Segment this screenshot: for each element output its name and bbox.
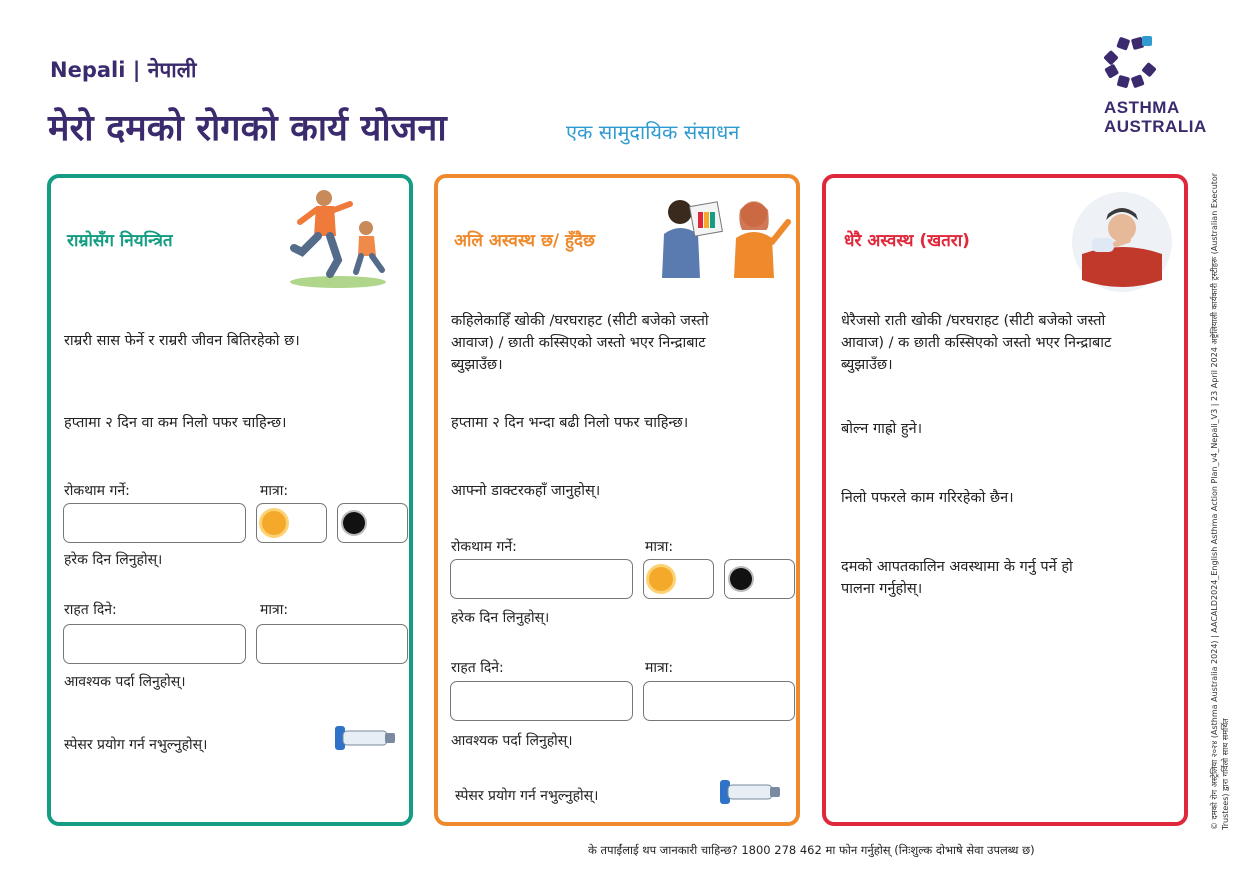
moon-icon — [343, 512, 365, 534]
red-text-3: निलो पफरले काम गरिरहेको छैन। — [841, 490, 1014, 506]
green-text-2: हप्तामा २ दिन वा कम निलो पफर चाहिन्छ। — [64, 415, 287, 431]
zone-card-very-unwell — [822, 174, 1188, 826]
green-reliever-dose-input[interactable] — [256, 624, 408, 664]
copyright-side-note — [1209, 173, 1231, 830]
orange-reliever-label: राहत दिने: — [451, 660, 504, 676]
green-preventer-note: हरेक दिन लिनुहोस्। — [64, 552, 163, 568]
green-reliever-label: राहत दिने: — [64, 602, 117, 618]
orange-dose-label: मात्रा: — [645, 539, 674, 555]
orange-reliever-note: आवश्यक पर्दा लिनुहोस्। — [451, 733, 573, 749]
orange-morning-dose-input[interactable] — [643, 559, 714, 599]
page-title: मेरो दमको रोगको कार्य योजना — [48, 108, 447, 149]
red-text-2: बोल्न गाह्रो हुने। — [841, 421, 923, 437]
red-text-4: दमको आपतकालिन अवस्थामा के गर्नु पर्ने हो पालना गर्नुहोस्। — [841, 559, 1073, 597]
spacer-inhaler-icon — [333, 720, 399, 756]
copyright-line-2: Trustees) द्वारा गर्विलो साथ समर्थित — [1221, 718, 1230, 830]
orange-night-dose-input[interactable] — [724, 559, 795, 599]
green-text-1: राम्ररी सास फेर्ने र राम्ररी जीवन बितिरहेको छ। — [64, 333, 300, 349]
orange-spacer-note: स्पेसर प्रयोग गर्न नभुल्नुहोस्। — [455, 788, 599, 804]
logo-line-1: ASTHMA — [1104, 98, 1180, 117]
orange-preventer-input[interactable] — [450, 559, 633, 599]
footer-help-line: के तपाईंलाई थप जानकारी चाहिन्छ? 1800 278 462 मा फोन गर्नुहोस् (निःशुल्क दोभाषे सेवा उपलब्ध छ) — [588, 843, 1035, 857]
asthma-australia-logo-icon — [1102, 34, 1162, 90]
moon-icon — [730, 568, 752, 590]
orange-reliever-input[interactable] — [450, 681, 633, 721]
logo-line-2: AUSTRALIA — [1104, 117, 1207, 136]
green-preventer-label: रोकथाम गर्ने: — [64, 483, 130, 499]
language-label: Nepali | नेपाली — [50, 58, 197, 82]
orange-preventer-note: हरेक दिन लिनुहोस्। — [451, 610, 550, 626]
running-kids-illustration — [286, 186, 396, 290]
orange-dose-label-2: मात्रा: — [645, 660, 674, 676]
green-reliever-note: आवश्यक पर्दा लिनुहोस्। — [64, 674, 186, 690]
zone-card-unwell — [434, 174, 800, 826]
zone-card-well-controlled — [47, 174, 413, 826]
zone-title-green: राम्रोसँग नियन्त्रित — [67, 231, 173, 251]
orange-text-2: हप्तामा २ दिन भन्दा बढी निलो पफर चाहिन्छ। — [451, 415, 689, 431]
orange-text-1: कहिलेकाहिँ खोकी /घरघराहट (सीटी बजेको जस्तो आवाज) / छाती कस्सिएको जस्तो भएर निन्द्राबाट ब्युझाउँछ। — [451, 313, 709, 373]
zone-title-orange: अलि अस्वस्थ छ/ हुँदैछ — [454, 231, 595, 251]
orange-text-3: आफ्नो डाक्टरकहाँ जानुहोस्। — [451, 483, 601, 499]
page-subtitle: एक सामुदायिक संसाधन — [566, 120, 740, 144]
sick-person-in-bed-illustration — [1070, 190, 1174, 294]
copyright-line-1: © दमको रोग अस्ट्रेलिया २०२४ (Asthma Australia 2024) | AACALD2024_English Asthma Action Plan_v4_Nepali_V3 | 23 April 2024 अष्ट्रेलियाली कार्यकारी ट्रस्टीहरू (Australian Executor — [1210, 172, 1219, 830]
green-spacer-note: स्पेसर प्रयोग गर्न नभुल्नुहोस्। — [64, 737, 208, 753]
green-dose-label-2: मात्रा: — [260, 602, 289, 618]
green-morning-dose-input[interactable] — [256, 503, 327, 543]
orange-reliever-dose-input[interactable] — [643, 681, 795, 721]
red-text-1: धेरैजसो राती खोकी /घरघराहट (सीटी बजेको जस्तो आवाज) / क छाती कस्सिएको जस्तो भएर निन्द्राबाट ब्युझाउँछ। — [841, 313, 1112, 373]
spacer-inhaler-icon — [718, 774, 784, 810]
green-dose-label: मात्रा: — [260, 483, 289, 499]
doctor-patient-illustration — [658, 194, 798, 278]
sun-icon — [649, 567, 673, 591]
green-preventer-input[interactable] — [63, 503, 246, 543]
sun-icon — [262, 511, 286, 535]
asthma-australia-logo — [1098, 34, 1207, 144]
green-reliever-input[interactable] — [63, 624, 246, 664]
green-night-dose-input[interactable] — [337, 503, 408, 543]
orange-preventer-label: रोकथाम गर्ने: — [451, 539, 517, 555]
zone-title-red: धेरै अस्वस्थ (खतरा) — [844, 231, 970, 251]
